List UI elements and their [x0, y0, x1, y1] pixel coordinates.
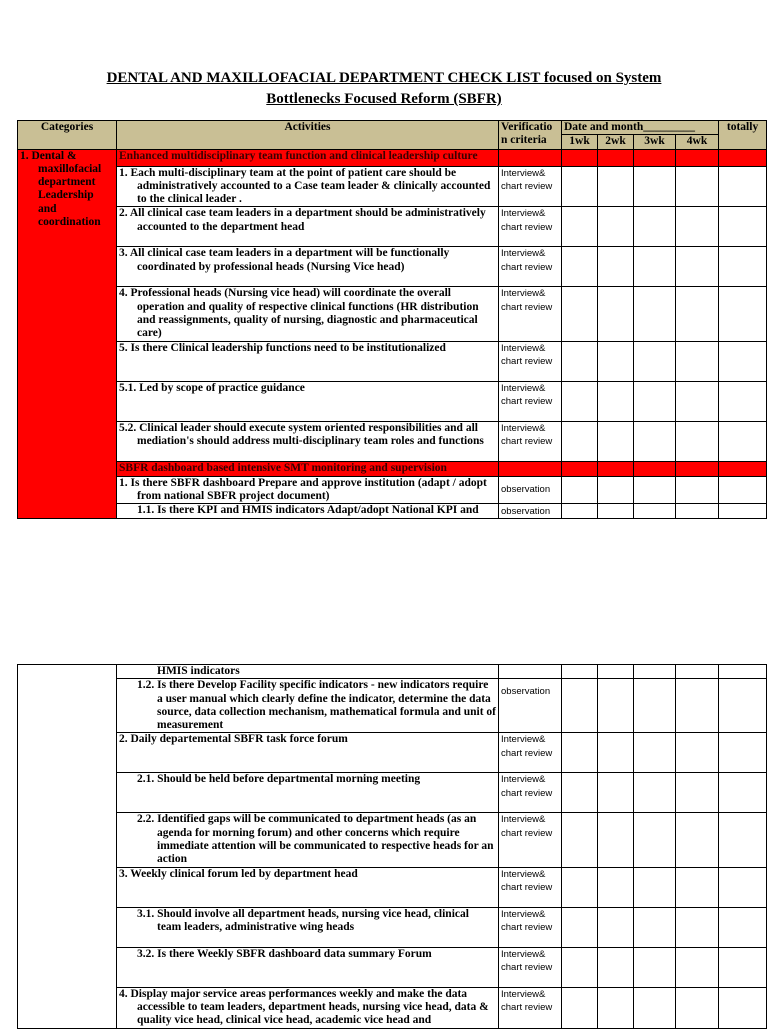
totally-cell: [719, 207, 767, 247]
verification-cell: Interview& chart review: [499, 813, 562, 867]
verification-cell: Interview& chart review: [499, 421, 562, 461]
week-2-cell: [598, 665, 634, 679]
table-row: [18, 476, 767, 504]
week-1-cell: [562, 665, 598, 679]
week-4-cell: [676, 947, 719, 987]
totally-cell: [719, 947, 767, 987]
table-row: [18, 287, 767, 341]
table-row: [18, 867, 767, 907]
section-heading: SBFR dashboard based intensive SMT monitoring and supervision: [117, 461, 499, 476]
totally-cell: [719, 867, 767, 907]
totally-cell: [719, 679, 767, 733]
week-1-cell: [562, 987, 598, 1028]
header-categories: Categories: [18, 121, 117, 150]
week-4-cell: [676, 381, 719, 421]
totally-cell: [719, 341, 767, 381]
activity-cell: 2. Daily departemental SBFR task force forum: [117, 733, 499, 773]
header-week-2: 2wk: [598, 135, 634, 149]
week-4-cell: [676, 166, 719, 207]
week-4-cell: [676, 867, 719, 907]
verification-cell: [499, 461, 562, 476]
week-2-cell: [598, 907, 634, 947]
verification-cell: Interview& chart review: [499, 166, 562, 207]
totally-cell: [719, 287, 767, 341]
header-activities: Activities: [117, 121, 499, 150]
week-2-cell: [598, 166, 634, 207]
verification-cell: observation: [499, 679, 562, 733]
week-1-cell: [562, 381, 598, 421]
week-3-cell: [634, 421, 676, 461]
verification-cell: Interview& chart review: [499, 341, 562, 381]
week-2-cell: [598, 679, 634, 733]
header-verification: Verificatio n criteria: [499, 121, 562, 150]
week-3-cell: [634, 773, 676, 813]
week-2-cell: [598, 461, 634, 476]
week-4-cell: [676, 665, 719, 679]
section-row: [18, 461, 767, 476]
totally-cell: [719, 247, 767, 287]
week-1-cell: [562, 679, 598, 733]
table-row: [18, 381, 767, 421]
activity-cell: 3.2. Is there Weekly SBFR dashboard data summary Forum: [117, 947, 499, 987]
week-3-cell: [634, 947, 676, 987]
category-cell: 1. Dental & maxillofacial department Leadership and coordination: [18, 149, 117, 519]
table-row: [18, 341, 767, 381]
week-1-cell: [562, 247, 598, 287]
totally-cell: [719, 421, 767, 461]
header-week-3: 3wk: [634, 135, 676, 149]
totally-cell: [719, 813, 767, 867]
checklist-table-part-1: [17, 120, 767, 519]
week-4-cell: [676, 421, 719, 461]
totally-cell: [719, 665, 767, 679]
verification-cell: Interview& chart review: [499, 287, 562, 341]
week-4-cell: [676, 987, 719, 1028]
week-1-cell: [562, 476, 598, 504]
verification-cell: Interview& chart review: [499, 247, 562, 287]
header-week-4: 4wk: [676, 135, 719, 149]
activity-cell: 1.1. Is there KPI and HMIS indicators Adapt/adopt National KPI and: [117, 504, 499, 519]
week-1-cell: [562, 733, 598, 773]
week-3-cell: [634, 665, 676, 679]
activity-cell: HMIS indicators: [117, 665, 499, 679]
activity-cell: 2.1. Should be held before departmental morning meeting: [117, 773, 499, 813]
week-4-cell: [676, 773, 719, 813]
verification-cell: Interview& chart review: [499, 947, 562, 987]
week-2-cell: [598, 149, 634, 166]
week-4-cell: [676, 733, 719, 773]
week-2-cell: [598, 247, 634, 287]
week-3-cell: [634, 907, 676, 947]
week-2-cell: [598, 476, 634, 504]
week-3-cell: [634, 461, 676, 476]
week-4-cell: [676, 247, 719, 287]
week-4-cell: [676, 149, 719, 166]
section-row: [18, 149, 767, 166]
week-1-cell: [562, 421, 598, 461]
week-2-cell: [598, 287, 634, 341]
activity-cell: 2. All clinical case team leaders in a department should be administratively accounted to the department head: [117, 207, 499, 247]
totally-cell: [719, 476, 767, 504]
title-line-2: Bottlenecks Focused Reform (SBFR): [266, 91, 502, 107]
table-row: [18, 679, 767, 733]
week-2-cell: [598, 813, 634, 867]
title-line-1: DENTAL AND MAXILLOFACIAL DEPARTMENT CHECK LIST focused on System: [106, 70, 662, 86]
header-week-1: 1wk: [562, 135, 598, 149]
document-title: [0, 68, 768, 110]
totally-cell: [719, 149, 767, 166]
totally-cell: [719, 461, 767, 476]
table-row: [18, 773, 767, 813]
totally-cell: [719, 504, 767, 519]
week-2-cell: [598, 207, 634, 247]
week-4-cell: [676, 461, 719, 476]
week-3-cell: [634, 166, 676, 207]
week-3-cell: [634, 733, 676, 773]
week-1-cell: [562, 287, 598, 341]
verification-cell: Interview& chart review: [499, 207, 562, 247]
verification-cell: Interview& chart review: [499, 867, 562, 907]
totally-cell: [719, 166, 767, 207]
week-1-cell: [562, 867, 598, 907]
week-2-cell: [598, 733, 634, 773]
header-date-month: Date and month_________: [562, 121, 719, 135]
week-1-cell: [562, 947, 598, 987]
totally-cell: [719, 987, 767, 1028]
header-totally: totally: [719, 121, 767, 150]
week-2-cell: [598, 421, 634, 461]
activity-cell: 1.2. Is there Develop Facility specific indicators - new indicators require a user manual which clearly define the indicator, determine the data source, data collection mechanism, mathematical formula and unit of measurement: [117, 679, 499, 733]
totally-cell: [719, 907, 767, 947]
week-3-cell: [634, 381, 676, 421]
table-row: [18, 166, 767, 207]
week-1-cell: [562, 907, 598, 947]
verification-cell: observation: [499, 504, 562, 519]
table-row: [18, 665, 767, 679]
week-3-cell: [634, 149, 676, 166]
table-row: [18, 421, 767, 461]
table-row: [18, 987, 767, 1028]
activity-cell: 4. Professional heads (Nursing vice head) will coordinate the overall operation and quality of respective clinical functions (HR distribution and reassignments, quality of nursing, diagnostic and pharmaceutical care): [117, 287, 499, 341]
verification-cell: Interview& chart review: [499, 773, 562, 813]
week-1-cell: [562, 504, 598, 519]
totally-cell: [719, 381, 767, 421]
week-4-cell: [676, 207, 719, 247]
activity-cell: 5.2. Clinical leader should execute system oriented responsibilities and all mediation's should address multi-disciplinary team roles and functions: [117, 421, 499, 461]
week-3-cell: [634, 247, 676, 287]
week-2-cell: [598, 987, 634, 1028]
week-4-cell: [676, 813, 719, 867]
week-1-cell: [562, 461, 598, 476]
week-1-cell: [562, 166, 598, 207]
activity-cell: 3. Weekly clinical forum led by department head: [117, 867, 499, 907]
category-cell-continued: [18, 665, 117, 1029]
verification-cell: Interview& chart review: [499, 381, 562, 421]
week-2-cell: [598, 341, 634, 381]
week-1-cell: [562, 207, 598, 247]
week-2-cell: [598, 381, 634, 421]
week-1-cell: [562, 341, 598, 381]
verification-cell: Interview& chart review: [499, 987, 562, 1028]
activity-cell: 3.1. Should involve all department heads, nursing vice head, clinical team leaders, administrative wing heads: [117, 907, 499, 947]
section-heading: Enhanced multidisciplinary team function and clinical leadership culture: [117, 149, 499, 166]
table-row: [18, 813, 767, 867]
activity-cell: 4. Display major service areas performances weekly and make the data accessible to team leaders, department heads, nursing vice head, data & quality vice head, clinical vice head, academic vice head and: [117, 987, 499, 1028]
week-2-cell: [598, 867, 634, 907]
activity-cell: 5.1. Led by scope of practice guidance: [117, 381, 499, 421]
week-3-cell: [634, 341, 676, 381]
week-2-cell: [598, 504, 634, 519]
verification-cell: observation: [499, 476, 562, 504]
week-3-cell: [634, 476, 676, 504]
week-3-cell: [634, 207, 676, 247]
week-2-cell: [598, 947, 634, 987]
table-row: [18, 247, 767, 287]
week-4-cell: [676, 287, 719, 341]
week-4-cell: [676, 504, 719, 519]
week-1-cell: [562, 773, 598, 813]
activity-cell: 2.2. Identified gaps will be communicated to department heads (as an agenda for morning forum) and other concerns which require immediate attention will be communicated to respective heads for an action: [117, 813, 499, 867]
week-1-cell: [562, 813, 598, 867]
table-row: [18, 733, 767, 773]
week-2-cell: [598, 773, 634, 813]
totally-cell: [719, 773, 767, 813]
verification-cell: [499, 665, 562, 679]
week-3-cell: [634, 813, 676, 867]
week-1-cell: [562, 149, 598, 166]
verification-cell: Interview& chart review: [499, 733, 562, 773]
week-4-cell: [676, 476, 719, 504]
table-row: [18, 207, 767, 247]
activity-cell: 1. Each multi-disciplinary team at the point of patient care should be administratively accounted to a Case team leader & clinically accounted to the clinical leader .: [117, 166, 499, 207]
table-row: [18, 947, 767, 987]
week-4-cell: [676, 679, 719, 733]
activity-cell: 3. All clinical case team leaders in a department will be functionally coordinated by professional heads (Nursing Vice head): [117, 247, 499, 287]
totally-cell: [719, 733, 767, 773]
week-3-cell: [634, 504, 676, 519]
week-3-cell: [634, 867, 676, 907]
week-3-cell: [634, 679, 676, 733]
table-row: [18, 907, 767, 947]
week-4-cell: [676, 341, 719, 381]
week-3-cell: [634, 987, 676, 1028]
activity-cell: 5. Is there Clinical leadership functions need to be institutionalized: [117, 341, 499, 381]
verification-cell: Interview& chart review: [499, 907, 562, 947]
verification-cell: [499, 149, 562, 166]
activity-cell: 1. Is there SBFR dashboard Prepare and approve institution (adapt / adopt from national SBFR project document): [117, 476, 499, 504]
checklist-table-part-2: [17, 664, 767, 1029]
table-row: [18, 504, 767, 519]
week-4-cell: [676, 907, 719, 947]
week-3-cell: [634, 287, 676, 341]
